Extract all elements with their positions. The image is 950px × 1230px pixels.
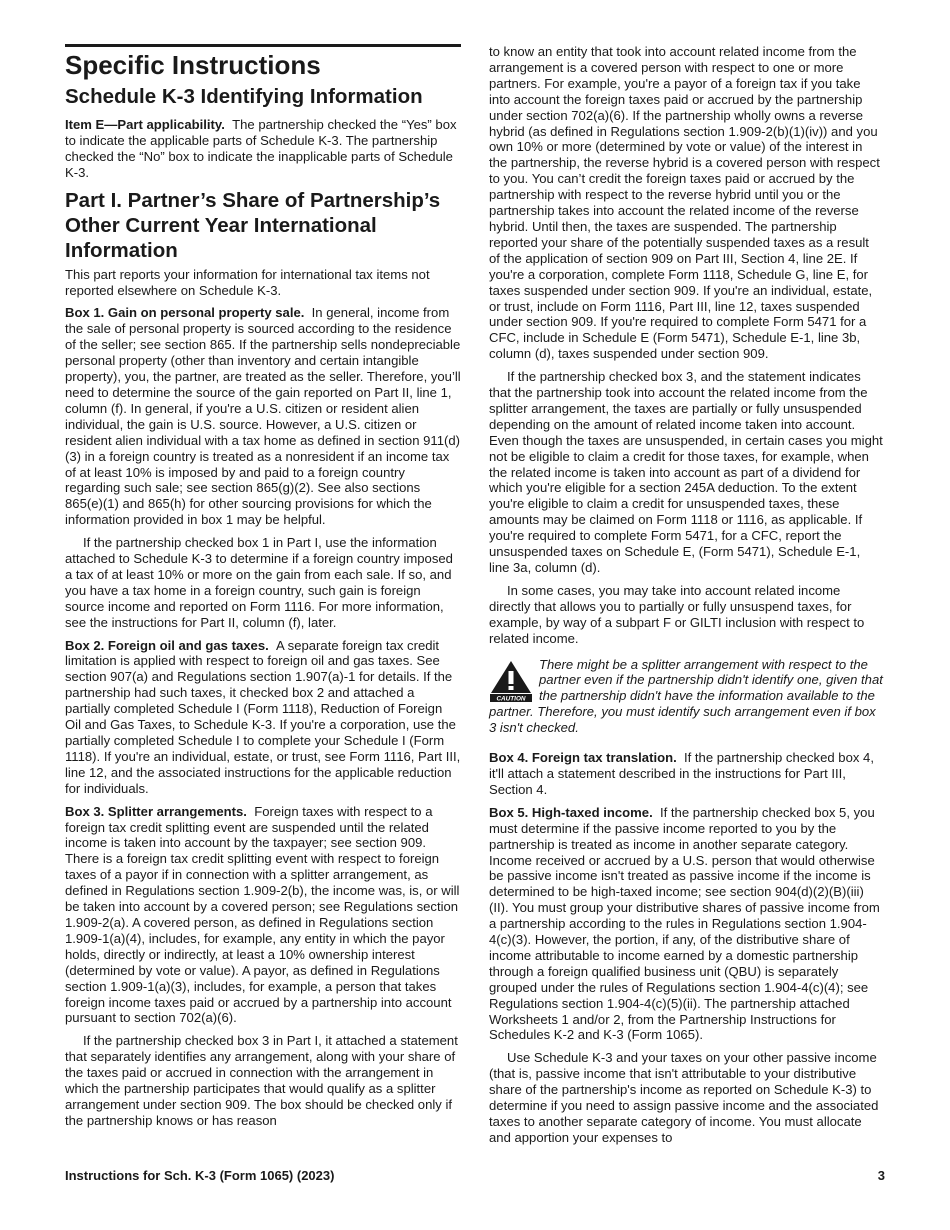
page-number: 3 — [877, 1168, 885, 1183]
box4-paragraph — [489, 750, 883, 798]
part1-intro: This part reports your information for international tax items not reported elsewhere on Schedule K-3. — [65, 266, 430, 298]
section-heading-identifying: Schedule K-3 Identifying Information — [65, 85, 423, 108]
right-column — [489, 44, 883, 1153]
box5-text: If the partnership checked box 5, you must determine if the passive income reported to you by the partnership is treated as income in another separate category. Income received or accrued by a U.S. person that would otherwise be passive income isn't treated as passive income if the income is determined to be high-taxed income; see section 904(d)(2)(B)(iii)(II). You must group your distributive shares of passive income from a partnership according to the rules in Regulations section 1.904-4(c)(3). However, the portion, if any, of the distributive share of income attributable to income earned by a domestic partnership through a foreign qualified business unit (QBU) is separately grouped under the rules of Regulations section 1.904-4(c)(4); see Regulations section 1.904-4(c)(5)(ii). The partnership attached Worksheets 1 and/or 2, from the Partnership Instructions for Schedules K-2 and K-3 (Form 1065). — [489, 804, 880, 1043]
part1-heading: Part I. Partner’s Share of Partnership’s Other Current Year International Information — [65, 188, 441, 262]
box3-head: Box 3. Splitter arrangements. — [65, 803, 247, 819]
box3-paragraph — [65, 804, 461, 1027]
caution-icon — [489, 659, 533, 703]
splitter-unsuspended-paragraph: If the partnership checked box 3, and the statement indicates that the partnership took into account the related income from the splitter arrangement, the taxes are partially or fully unsuspended depending on the amount of related income taken into account. Even though the taxes are unsuspended, in certain cases you might not be eligible to claim a credit for those taxes, for example, when the related income is taken into account as part of a dividend for which you're eligible for a section 245A deduction. To the extent you're eligible to claim a credit for unsuspended taxes, these amounts may be claimed on Form 1118 or 1116, as applicable. If you're required to complete Form 5471, for a CFC, report the unsuspended taxes on Schedule E, (Form 5471), Schedule E-1, line 3a, column (d). — [489, 369, 883, 575]
box1-paragraph-2: If the partnership checked box 1 in Part I, use the information attached to Schedule K-3 to determine if a foreign country imposed a tax of at least 10% or more on the gain from each sale. If so, and you have a tax home in a foreign country, such gain is foreign source income and reported on Form 1116. For more information, see the instructions for Part II, column (f), later. — [65, 535, 453, 630]
box2-head: Box 2. Foreign oil and gas taxes. — [65, 637, 269, 653]
box5-paragraph — [489, 805, 883, 1044]
item-e-head: Item E—Part applicability. — [65, 117, 225, 132]
page-footer — [65, 1168, 885, 1183]
box4-text: If the partnership checked box 4, it'll attach a statement described in the instructions for Part III, Section 4. — [489, 750, 874, 797]
box5-head: Box 5. High-taxed income. — [489, 804, 653, 820]
top-rule — [65, 44, 461, 47]
page-title: Specific Instructions — [65, 50, 321, 80]
item-e-paragraph — [65, 117, 461, 181]
box1-head: Box 1. Gain on personal property sale. — [65, 305, 305, 321]
box2-paragraph — [65, 638, 461, 797]
box1-text: In general, income from the sale of personal property is sourced according to the residence of the seller; see section 865. If the partnership sells nondepreciable personal property (other than inventory and certain intangible property), you, the partner, are treated as the seller. Therefore, you’ll need to determine the source of the gain reported on Part II, line 1, column (f). In general, if you're a U.S. citizen or resident alien individual, the gain is U.S. source. However, a U.S. citizen or resident alien individual with a tax home as defined in section 911(d)(3) in a foreign country is treated as a nonresident if an income tax of at least 10% is imposed by and paid to a foreign country regarding such sale; see section 865(g)(2). See also sections 865(e)(1) and 865(h) for other sourcing provisions for which the information provided in box 1 may be helpful. — [65, 305, 461, 528]
box5-paragraph-2: Use Schedule K-3 and your taxes on your other passive income (that is, passive income that isn't attributable to your distributive share of the partnership's income as reported on Schedule K-3) to determine if you need to assign passive income and the associated taxes to another separate category of income. You must allocate and apportion your expenses to — [489, 1050, 879, 1145]
splitter-related-income-paragraph: In some cases, you may take into account related income directly that allows you to partially or fully unsuspend taxes, for example, by way of a subpart F or GILTI inclusion with respect to related income. — [489, 582, 865, 646]
footer-title: Instructions for Sch. K-3 (Form 1065) (2023) — [65, 1168, 335, 1183]
splitter-continued-paragraph: to know an entity that took into account related income from the arrangement is a covered person with respect to one or more partners. For example, you're a payor of a foreign tax if you take into account the foreign taxes paid or accrued by the partnership under section 702(a)(6). If the partnership wholly owns a reverse hybrid (as defined in Regulations section 1.909-2(b)(1)(iv)) and you own 10% or more (determined by vote or value) of the interest in the partnership, the reverse hybrid is a covered person with respect to you. You can’t credit the foreign taxes paid or accrued by the partnership with respect to the reverse hybrid until you or the partnership takes into account the related income of the reverse hybrid. Until then, the taxes are suspended. The partnership reported your share of the potentially suspended taxes as a result of the application of section 909 on Part III, Section 4, line 2E. If you're a corporation, complete Form 1118, Schedule G, line E, for taxes suspended under section 909. If you're an individual, estate, or trust, include on Form 1116, Part III, line 12, taxes suspended under section 909. If you're required to complete Form 5471 for a CFC, include in Schedule E (Form 5471), Schedule E-1, line 3b, column (d), taxes suspended under section 909. — [489, 44, 880, 362]
box3-text: Foreign taxes with respect to a foreign tax credit splitting event are suspended until the related income is taken into account by the taxpayer; see section 909. There is a foreign tax credit splitting event with respect to foreign taxes of a payor if in connection with a splitter arrangement, as defined in Regulations section 1.909-2(b), the income was, is, or will be taken into account by a covered person; see Regulations section 1.909-2(a). A covered person, as defined in Regulations section 1.909-1(a)(4), includes, for example, any entity in which the payor holds, directly or indirectly, at least a 10% ownership interest (determined by vote or value). A payor, as defined in Regulations section 1.909-1(a)(3), includes, for example, a person that takes foreign income taxes paid or accrued by a partnership into account pursuant to section 702(a)(6). — [65, 803, 460, 1026]
caution-text: There might be a splitter arrangement with respect to the partner even if the partnership didn't identify one, given that the partnership didn't have the information available to the partner. Therefore, you must identify such arrangement even if box 3 isn't checked. — [489, 656, 883, 736]
box1-paragraph — [65, 305, 461, 528]
item-e-text: The partnership checked the “Yes” box to indicate the applicable parts of Schedule K-3. The partnership checked the “No” box to indicate the inapplicable parts of Schedule K-3. — [65, 117, 457, 180]
box4-head: Box 4. Foreign tax translation. — [489, 750, 677, 766]
caution-note — [489, 657, 883, 737]
caution-label: CAUTION — [496, 695, 526, 703]
box3-paragraph-2: If the partnership checked box 3 in Part I, it attached a statement that separately identifies any arrangement, along with your share of the taxes paid or accrued in connection with the arrangement in which the partnership participates that would qualify as a splitter arrangement under section 909. The box should be checked only if the partnership knows or has reason — [65, 1033, 458, 1128]
box2-text: A separate foreign tax credit limitation is applied with respect to foreign oil and gas taxes. See section 907(a) and Regulations section 1.907(a)-1 for details. If the partnership had such taxes, it checked box 2 and attached a partially completed Schedule I (Form 1118), Reduction of Foreign Oil and Gas Taxes, to Schedule K-3. If you're a corporation, use the partially completed Schedule I to complete your Schedule I (Form 1118). If you're an individual, estate, or trust, see Form 1116, Part III, line 12, and the associated instructions for the applicable reduction for individuals. — [65, 637, 461, 796]
left-column — [65, 44, 461, 1136]
